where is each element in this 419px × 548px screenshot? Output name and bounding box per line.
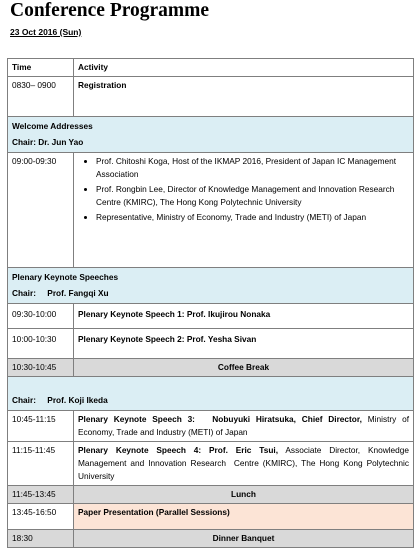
page-title: Conference Programme — [10, 0, 210, 21]
plenary-chair-label: Chair: — [12, 288, 36, 298]
programme-date: 23 Oct 2016 (Sun) — [10, 27, 82, 37]
welcome-chair: Chair: Dr. Jun Yao — [12, 137, 84, 147]
keynote-3-affiliation: Ministry of Economy, Trade and Industry (METI) of Japan — [78, 414, 410, 437]
keynote-3-time: 10:45-11:15 — [8, 411, 74, 442]
dinner-row — [8, 530, 414, 548]
keynote-2-activity: Plenary Keynote Speech 2: Prof. Yesha Sivan — [74, 329, 414, 359]
registration-time: 0830– 0900 — [8, 77, 74, 117]
welcome-section-header — [8, 117, 414, 153]
keynote-3-speaker: Plenary Keynote Speech 3: Nobuyuki Hiratsuka, Chief Director, — [78, 414, 362, 424]
programme-table — [7, 58, 414, 548]
coffee-break-time: 10:30-10:45 — [8, 359, 74, 377]
keynote-1-row — [8, 304, 414, 329]
table-header-row — [8, 59, 414, 77]
header-time: Time — [8, 59, 74, 77]
header-activity: Activity — [74, 59, 414, 77]
plenary-section-header — [8, 268, 414, 304]
welcome-speaker-1: • Prof. Chitoshi Koga, Host of the IKMAP 2016, President of Japan IC Management Association — [96, 155, 409, 181]
plenary-chair-name: Prof. Fangqi Xu — [47, 288, 109, 298]
keynote-4-time: 11:15-11:45 — [8, 442, 74, 486]
keynote-2-row — [8, 329, 414, 359]
registration-row — [8, 77, 414, 117]
welcome-time: 09:00-09:30 — [8, 153, 74, 268]
second-session-chair-label: Chair: — [12, 395, 36, 405]
second-session-header — [8, 377, 414, 411]
registration-activity: Registration — [74, 77, 414, 117]
dinner-time: 18:30 — [8, 530, 74, 548]
keynote-4-activity — [74, 442, 414, 486]
keynote-1-time: 09:30-10:00 — [8, 304, 74, 329]
keynote-1-activity: Plenary Keynote Speech 1: Prof. Ikujirou Nonaka — [74, 304, 414, 329]
coffee-break-label: Coffee Break — [74, 359, 414, 377]
paper-presentation-time: 13:45-16:50 — [8, 504, 74, 530]
welcome-title: Welcome Addresses — [12, 121, 93, 131]
paper-presentation-row — [8, 504, 414, 530]
coffee-break-row — [8, 359, 414, 377]
welcome-row — [8, 153, 414, 268]
keynote-4-row — [8, 442, 414, 486]
plenary-title: Plenary Keynote Speeches — [12, 272, 119, 282]
keynote-4-affiliation: Associate Director, Knowledge Management and Innovation Research Centre (KMIRC), The Hong Kong Polytechnic University — [78, 445, 409, 481]
keynote-3-activity — [74, 411, 414, 442]
second-session-chair-name: Prof. Koji Ikeda — [47, 395, 108, 405]
welcome-speaker-3: • Representative, Ministry of Economy, Trade and Industry (METI) of Japan — [96, 211, 409, 224]
paper-presentation-label: Paper Presentation (Parallel Sessions) — [74, 504, 414, 530]
welcome-speakers — [74, 153, 414, 268]
keynote-3-row — [8, 411, 414, 442]
welcome-speaker-2: • Prof. Rongbin Lee, Director of Knowledge Management and Innovation Research Centre (KMIRC), The Hong Kong Polytechnic University — [96, 183, 409, 209]
lunch-label: Lunch — [74, 486, 414, 504]
dinner-label: Dinner Banquet — [74, 530, 414, 548]
keynote-2-time: 10:00-10:30 — [8, 329, 74, 359]
keynote-4-speaker: Plenary Keynote Speech 4: Prof. Eric Tsui, — [78, 445, 278, 455]
lunch-row — [8, 486, 414, 504]
lunch-time: 11:45-13:45 — [8, 486, 74, 504]
